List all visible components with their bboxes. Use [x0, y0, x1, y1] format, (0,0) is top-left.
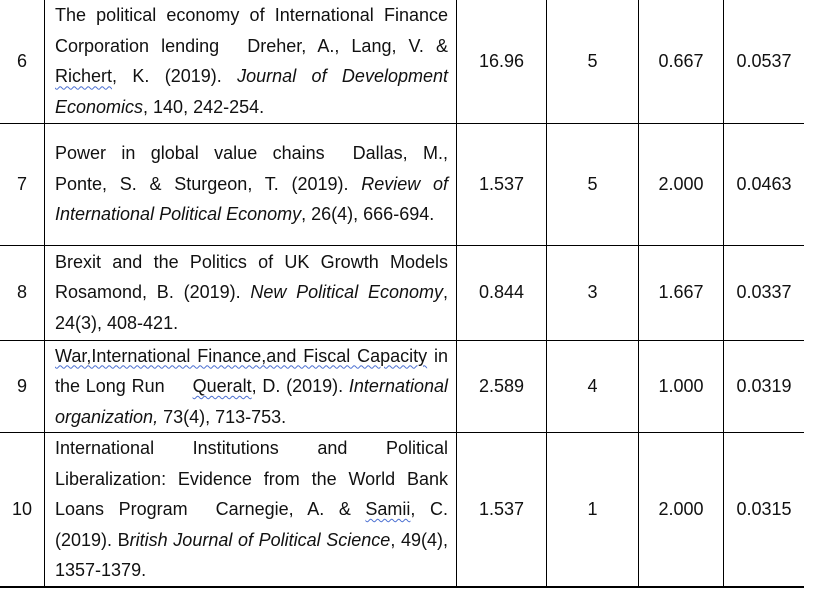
value-cell: 0.0463	[724, 123, 805, 245]
paper-reference	[45, 123, 457, 245]
value-cell: 2.000	[639, 433, 724, 587]
value-cell: 4	[547, 340, 639, 433]
value-cell: 16.96	[457, 0, 547, 123]
table-row	[0, 0, 804, 123]
paper-title: The political economy of International Finance Corporation lending	[55, 5, 448, 56]
row-number: 6	[0, 0, 45, 123]
value-cell: 2.589	[457, 340, 547, 433]
row-number: 10	[0, 433, 45, 587]
row-number: 8	[0, 245, 45, 340]
value-cell: 1.667	[639, 245, 724, 340]
value-cell: 0.0337	[724, 245, 805, 340]
value-cell: 0.667	[639, 0, 724, 123]
value-cell: 1	[547, 433, 639, 587]
paper-journal: New Political Economy	[250, 282, 443, 303]
paper-details: , 49(4), 1357-1379.	[55, 529, 448, 580]
paper-reference	[45, 340, 457, 433]
value-cell: 2.000	[639, 123, 724, 245]
paper-authors-year: , D. (2019).	[251, 376, 349, 396]
value-cell: 0.0319	[724, 340, 805, 433]
paper-authors: Carnegie, A. &	[215, 499, 366, 519]
table-row	[0, 123, 804, 245]
row-number: 7	[0, 123, 45, 245]
paper-reference	[45, 433, 457, 587]
paper-details: , 26(4), 666-694.	[301, 204, 435, 225]
paper-title: War,International Finance,and Fiscal Capacity	[55, 345, 428, 366]
paper-title: International Institutions and Political Liberalization: Evidence from the World Bank Loans Program	[55, 438, 448, 519]
paper-author-name: Richert	[55, 66, 113, 87]
paper-details: 73(4), 713-753.	[158, 406, 287, 427]
paper-reference	[45, 0, 457, 123]
paper-title: Brexit and the Politics of UK Growth Models	[55, 251, 448, 272]
paper-author-name: Queralt	[192, 376, 252, 396]
paper-journal: International organization,	[55, 376, 448, 427]
table-row	[0, 433, 804, 587]
value-cell: 5	[547, 123, 639, 245]
paper-authors: Dreher, A., Lang, V. &	[247, 35, 449, 56]
paper-details: , 140, 242-254.	[143, 96, 265, 117]
row-number: 9	[0, 340, 45, 433]
paper-authors: Rosamond, B. (2019).	[55, 282, 251, 303]
paper-title: Power in global value chains	[55, 143, 325, 164]
value-cell: 1.000	[639, 340, 724, 433]
paper-authors: Dallas, M., Ponte, S. & Sturgeon, T. (2019).	[55, 143, 448, 194]
paper-journal: Review of International Political Economy	[55, 173, 448, 225]
table-row	[0, 245, 804, 340]
paper-details: , 24(3), 408-421.	[55, 282, 448, 333]
paper-authors-year: , C. (2019). B	[55, 499, 448, 550]
value-cell: 1.537	[457, 433, 547, 587]
paper-journal: Journal of Development Economics	[55, 66, 448, 117]
value-cell: 3	[547, 245, 639, 340]
value-cell: 0.0315	[724, 433, 805, 587]
value-cell: 1.537	[457, 123, 547, 245]
value-cell: 0.844	[457, 245, 547, 340]
value-cell: 0.0537	[724, 0, 805, 123]
paper-title-rest: in the Long Run	[55, 345, 449, 396]
value-cell: 5	[547, 0, 639, 123]
paper-journal: ritish Journal of Political Science	[129, 529, 391, 550]
table-row	[0, 340, 804, 433]
paper-authors-year: , K. (2019).	[112, 66, 238, 87]
paper-author-name: Samii	[365, 499, 411, 519]
paper-reference	[45, 245, 457, 340]
